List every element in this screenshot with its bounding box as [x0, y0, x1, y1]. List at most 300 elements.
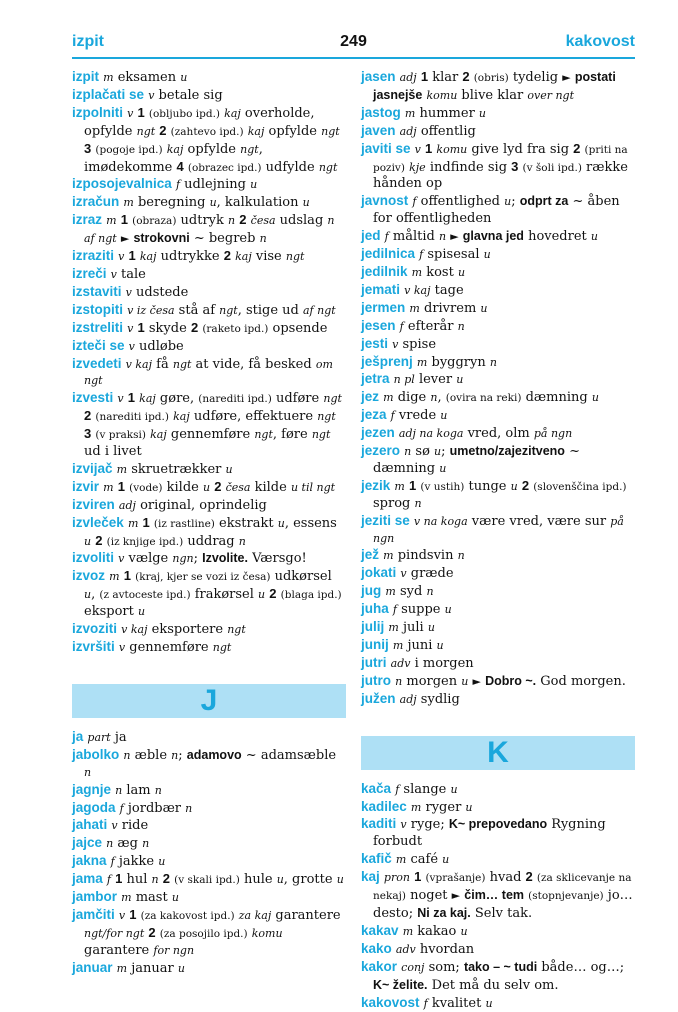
grammar-label: pron — [384, 871, 410, 884]
headword: jezik — [361, 478, 390, 493]
translation-text: dige — [394, 390, 431, 405]
translation-text: original, oprindelig — [136, 498, 267, 513]
grammar-label: ngt — [323, 392, 342, 405]
sense-number: 2 — [573, 141, 580, 156]
dictionary-entry — [72, 621, 346, 639]
dictionary-entry — [72, 835, 346, 853]
grammar-label: m — [117, 962, 127, 975]
translation-text: , essens — [285, 516, 337, 531]
sense-number: 2 — [214, 479, 221, 494]
headword: jabolko — [72, 747, 119, 762]
translation-text: tydelig — [509, 70, 563, 85]
headword: juha — [361, 601, 389, 616]
headword: jambor — [72, 889, 117, 904]
translation-text: sø — [411, 444, 434, 459]
translation-text: spise — [398, 337, 436, 352]
grammar-label: m — [123, 196, 133, 209]
headword: izposojevalnica — [72, 176, 172, 191]
headword: izpit — [72, 69, 99, 84]
grammar-label: v — [392, 338, 398, 351]
dictionary-entry — [361, 123, 635, 141]
dictionary-entry — [72, 550, 346, 568]
translation-text: slange — [399, 782, 450, 797]
translation-text: blive klar — [457, 88, 527, 103]
grammar-label: på ngn — [534, 427, 572, 440]
translation-text: Rygning forbudt — [373, 817, 606, 849]
grammar-label: u — [250, 178, 257, 191]
grammar-label: ngt — [319, 161, 338, 174]
dictionary-entry — [361, 371, 635, 389]
sense-number: 2 — [526, 869, 533, 884]
usage-note: (v šoli ipd.) — [523, 162, 582, 174]
translation-text: udkørsel — [270, 569, 331, 584]
headword: izraziti — [72, 248, 114, 263]
dictionary-entry — [361, 691, 635, 709]
grammar-label: n — [84, 766, 91, 779]
translation-text: græde — [407, 566, 454, 581]
grammar-label: u — [440, 409, 447, 422]
grammar-label: m — [385, 585, 395, 598]
dictionary-entry — [72, 639, 346, 657]
phrase: tako – ~ tudi — [464, 960, 537, 974]
grammar-label: u — [437, 639, 444, 652]
grammar-label: v kaj — [126, 358, 152, 371]
headword: jajce — [72, 835, 102, 850]
translation-text: kilde — [163, 480, 203, 495]
phrase: Ni za kaj. — [417, 906, 471, 920]
translation-text: kvalitet — [428, 996, 486, 1011]
grammar-label: v — [117, 392, 123, 405]
grammar-label: n — [439, 230, 446, 243]
headword: južen — [361, 691, 396, 706]
translation-text: være vred, være sur — [468, 514, 611, 529]
headword: jed — [361, 228, 381, 243]
grammar-label: n — [185, 802, 192, 815]
translation-text: Det må du selv om. — [428, 978, 559, 993]
dictionary-entry — [72, 284, 346, 302]
dictionary-entry — [361, 923, 635, 941]
grammar-label: m — [393, 639, 403, 652]
translation-text: , grotte — [284, 872, 337, 887]
headword: jemati — [361, 282, 400, 297]
grammar-label: for ngn — [153, 944, 194, 957]
headword: izstreliti — [72, 320, 123, 335]
sense-number: 1 — [409, 478, 416, 493]
usage-note: (raketo ipd.) — [202, 323, 268, 335]
translation-text: beregning — [134, 195, 210, 210]
dictionary-entry — [361, 318, 635, 336]
dictionary-entry — [72, 800, 346, 818]
translation-text: jordbær — [124, 801, 185, 816]
translation-text: klar — [428, 70, 462, 85]
phrase-arrow-icon: ► — [121, 232, 129, 245]
translation-text: , imødekomme — [84, 142, 263, 175]
grammar-label: n — [415, 497, 422, 510]
headword: jez — [361, 389, 379, 404]
usage-note: (vprašanje) — [425, 872, 485, 884]
grammar-label: ngt — [317, 410, 336, 423]
translation-text: kilde — [250, 480, 290, 495]
grammar-label: u — [84, 535, 91, 548]
headword: izvedeti — [72, 356, 122, 371]
grammar-label: m — [383, 391, 393, 404]
grammar-label: v kaj — [121, 623, 147, 636]
grammar-label: ngt — [312, 428, 331, 441]
translation-text: tunge — [464, 479, 510, 494]
dictionary-entry — [361, 816, 635, 851]
translation-text: noget — [406, 888, 452, 903]
translation-text: juli — [399, 620, 428, 635]
grammar-label: n — [152, 873, 159, 886]
headword: javiti se — [361, 141, 411, 156]
grammar-label: f — [176, 178, 180, 191]
page-header — [72, 30, 635, 56]
phrase: Dobro ~. — [485, 674, 536, 688]
usage-note: (v skali ipd.) — [174, 874, 240, 886]
translation-text: ryger — [421, 800, 465, 815]
translation-text: eksportere — [148, 622, 228, 637]
grammar-label: u — [485, 997, 492, 1010]
sense-number: 3 — [511, 159, 518, 174]
grammar-label: n pl — [394, 373, 415, 386]
grammar-label: u — [172, 891, 179, 904]
sense-number: 2 — [269, 586, 276, 601]
grammar-label: n — [123, 749, 130, 762]
grammar-label: u — [277, 873, 284, 886]
translation-text: række hånden op — [373, 160, 628, 192]
grammar-label: v — [127, 107, 133, 120]
dictionary-entry — [361, 443, 635, 478]
dictionary-entry — [72, 176, 346, 194]
dictionary-entry — [72, 194, 346, 212]
grammar-label: ngn — [172, 552, 193, 565]
dictionary-entry — [361, 300, 635, 318]
grammar-label: n — [142, 837, 149, 850]
grammar-label: u — [84, 588, 91, 601]
dictionary-entry — [361, 228, 635, 246]
translation-text: , stige ud — [238, 303, 303, 318]
headword: izračun — [72, 194, 119, 209]
dictionary-entry — [361, 799, 635, 817]
translation-text: måltid — [389, 229, 439, 244]
grammar-label: u — [484, 248, 491, 261]
translation-text: indfinde sig — [426, 160, 511, 175]
headword: izvoz — [72, 568, 105, 583]
sense-number: 2 — [224, 248, 231, 263]
grammar-label: u — [303, 196, 310, 209]
grammar-label: kaj — [224, 107, 241, 120]
grammar-label: n — [395, 675, 402, 688]
dictionary-entry — [361, 354, 635, 372]
dictionary-entry — [361, 941, 635, 959]
translation-text: frakørsel — [191, 587, 258, 602]
translation-text: januar — [127, 961, 178, 976]
grammar-label: over ngt — [527, 89, 574, 102]
grammar-label: v — [415, 143, 421, 156]
headword: javen — [361, 123, 396, 138]
translation-text: offentlig — [417, 124, 476, 139]
sense-number: 1 — [115, 871, 122, 886]
usage-note: (slovenščina ipd.) — [533, 481, 626, 493]
headword: izstopiti — [72, 302, 123, 317]
translation-text: ja — [111, 730, 127, 745]
headword: izvijač — [72, 461, 113, 476]
usage-note: (ovira na reki) — [446, 392, 522, 404]
headword: izplačati se — [72, 87, 144, 102]
dictionary-entry — [361, 781, 635, 799]
grammar-label: m — [417, 356, 427, 369]
dictionary-entry — [72, 356, 346, 391]
grammar-label: m — [117, 463, 127, 476]
translation-text: ~ begreb — [190, 231, 260, 246]
translation-text: garantere — [84, 943, 153, 958]
dictionary-entry — [361, 673, 635, 691]
dictionary-entry — [361, 547, 635, 565]
grammar-label: ngt — [321, 125, 340, 138]
translation-text: drivrem — [420, 301, 481, 316]
dictionary-entry — [72, 248, 346, 266]
phrase-arrow-icon: ► — [473, 675, 481, 688]
translation-text: ryge; — [407, 817, 449, 832]
grammar-label: kaj — [150, 428, 167, 441]
translation-text: vise — [252, 249, 286, 264]
grammar-label: n — [171, 749, 178, 762]
usage-note: (vode) — [129, 482, 162, 494]
grammar-label: česa — [226, 481, 251, 494]
phrase: strokovni — [133, 231, 189, 245]
usage-note: (iz knjige ipd.) — [107, 536, 184, 548]
usage-note: (narediti ipd.) — [95, 411, 169, 423]
dictionary-entry — [72, 497, 346, 515]
headword: jagnje — [72, 782, 111, 797]
dictionary-entry — [361, 336, 635, 354]
grammar-label: ngt — [286, 250, 305, 263]
translation-text: ; — [441, 444, 450, 459]
headword: jagoda — [72, 800, 116, 815]
grammar-label: v — [400, 567, 406, 580]
grammar-label: kaj — [173, 410, 190, 423]
usage-note: (obraza) — [132, 215, 176, 227]
headword: jutro — [361, 673, 391, 688]
headword: kafič — [361, 851, 392, 866]
translation-text: garantere — [271, 908, 340, 923]
dictionary-entry — [72, 907, 346, 960]
dictionary-entry — [72, 960, 346, 978]
grammar-label: m — [106, 214, 116, 227]
letter-section-banner: K — [361, 736, 635, 770]
grammar-label: n — [260, 232, 267, 245]
translation-text: suppe — [397, 602, 445, 617]
grammar-label: m — [412, 266, 422, 279]
grammar-label: f — [111, 855, 115, 868]
translation-text: æble — [131, 748, 172, 763]
translation-text: opsende — [268, 321, 327, 336]
dictionary-entry — [72, 889, 346, 907]
dictionary-entry — [361, 246, 635, 264]
sense-number: 1 — [124, 568, 131, 583]
headword: ješprenj — [361, 354, 413, 369]
usage-note: (iz rastline) — [154, 518, 215, 530]
usage-note: (kraj, kjer se vozi iz česa) — [135, 571, 270, 583]
usage-note: (obljubo ipd.) — [149, 108, 220, 120]
translation-text: i morgen — [410, 656, 473, 671]
headword: kakor — [361, 959, 397, 974]
translation-text: eksport — [84, 604, 138, 619]
grammar-label: f — [120, 802, 124, 815]
grammar-label: f — [400, 320, 404, 333]
grammar-label: kaj — [235, 250, 252, 263]
grammar-label: u — [451, 783, 458, 796]
sense-number: 1 — [138, 105, 145, 120]
headword: jesen — [361, 318, 396, 333]
dictionary-entry — [361, 105, 635, 123]
grammar-label: u til ngt — [291, 481, 335, 494]
headword: jež — [361, 547, 379, 562]
usage-note: (pogoje ipd.) — [95, 144, 162, 156]
headword: jasen — [361, 69, 396, 84]
translation-text: jo… desto; — [373, 888, 633, 921]
dictionary-entry — [361, 851, 635, 869]
sense-number: 2 — [148, 925, 155, 940]
usage-note: (zahtevo ipd.) — [171, 126, 244, 138]
translation-text: vred, olm — [463, 426, 533, 441]
dictionary-entry — [361, 282, 635, 300]
dictionary-entry — [72, 479, 346, 497]
grammar-label: u — [592, 391, 599, 404]
grammar-label: u — [178, 962, 185, 975]
headword: jesti — [361, 336, 388, 351]
headword: jug — [361, 583, 381, 598]
dictionary-entry — [72, 782, 346, 800]
dictionary-entry — [72, 568, 346, 621]
translation-text: ekstrakt — [215, 516, 278, 531]
translation-text: udføre — [272, 391, 324, 406]
translation-text: æg — [113, 836, 142, 851]
translation-text: tage — [431, 283, 464, 298]
usage-note: (stopnjevanje) — [528, 890, 604, 902]
grammar-label: v — [127, 322, 133, 335]
grammar-label: v — [119, 641, 125, 654]
grammar-label: u — [504, 195, 511, 208]
grammar-label: v — [118, 250, 124, 263]
usage-note: (obris) — [474, 72, 509, 84]
phrase: glavna jed — [463, 229, 524, 243]
translation-text: vrede — [395, 408, 441, 423]
translation-text: tale — [117, 267, 146, 282]
grammar-label: u — [456, 373, 463, 386]
translation-text: udstede — [132, 285, 188, 300]
sense-number: 2 — [239, 212, 246, 227]
dictionary-entry — [361, 655, 635, 673]
left-column — [72, 69, 346, 978]
grammar-label: m — [405, 107, 415, 120]
translation-text: hul — [122, 872, 151, 887]
translation-text: ; — [178, 748, 187, 763]
grammar-label: om ngt — [84, 358, 333, 388]
dictionary-entry — [72, 105, 346, 177]
headword: izstaviti — [72, 284, 122, 299]
sense-number: 2 — [191, 320, 198, 335]
dictionary-entry — [72, 87, 346, 105]
phrase: K~ želite. — [373, 978, 428, 992]
grammar-label: u — [591, 230, 598, 243]
grammar-label: v — [400, 818, 406, 831]
sense-number: 1 — [421, 69, 428, 84]
grammar-label: m — [396, 853, 406, 866]
translation-text: lam — [122, 783, 155, 798]
translation-text: skruetrækker — [127, 462, 225, 477]
translation-text: opfylde — [183, 142, 240, 157]
header-rule — [72, 57, 635, 59]
grammar-label: f — [395, 783, 399, 796]
grammar-label: u — [428, 621, 435, 634]
phrase: K~ prepovedano — [449, 817, 547, 831]
translation-text: kost — [422, 265, 458, 280]
translation-text: byggryn — [427, 355, 490, 370]
grammar-label: u — [445, 603, 452, 616]
grammar-label: adj na koga — [399, 427, 464, 440]
translation-text: skyde — [145, 321, 191, 336]
sense-number: 1 — [129, 907, 136, 922]
headword: ja — [72, 729, 83, 744]
grammar-label: adj — [400, 71, 417, 84]
grammar-label: u — [258, 588, 265, 601]
translation-text: , — [91, 587, 99, 602]
usage-note: (v ustih) — [420, 481, 464, 493]
phrase: Izvolite. — [202, 551, 248, 565]
headword: jama — [72, 871, 103, 886]
usage-note: (za posojilo ipd.) — [160, 928, 248, 940]
grammar-label: v — [111, 268, 117, 281]
headword: izvoliti — [72, 550, 114, 565]
headword: izpolniti — [72, 105, 123, 120]
usage-note: (v praksi) — [95, 429, 146, 441]
grammar-label: kaj — [167, 143, 184, 156]
grammar-label: ngt — [240, 143, 259, 156]
headword: jastog — [361, 105, 401, 120]
grammar-label: u — [278, 517, 285, 530]
headword: jezero — [361, 443, 400, 458]
headword: izvir — [72, 479, 99, 494]
grammar-label: u — [434, 445, 441, 458]
sense-number: 1 — [143, 515, 150, 530]
grammar-label: af ngt — [303, 304, 336, 317]
translation-text: stå af — [175, 303, 220, 318]
headword: kaj — [361, 869, 380, 884]
headword: jokati — [361, 565, 396, 580]
translation-text: jakke — [115, 854, 159, 869]
grammar-label: n — [228, 214, 235, 227]
headword: jeziti se — [361, 513, 410, 528]
grammar-label: ngt — [137, 125, 156, 138]
grammar-label: u — [203, 481, 210, 494]
dictionary-entry — [361, 389, 635, 407]
dictionary-entry — [361, 425, 635, 443]
grammar-label: n — [458, 320, 465, 333]
dictionary-entry — [72, 817, 346, 835]
grammar-label: adv — [391, 657, 411, 670]
dictionary-entry — [72, 461, 346, 479]
grammar-label: u — [210, 196, 217, 209]
grammar-label: n — [239, 535, 246, 548]
page-number: 249 — [72, 30, 635, 54]
grammar-label: n — [426, 585, 433, 598]
dictionary-entry — [361, 264, 635, 282]
headword: julij — [361, 619, 384, 634]
grammar-label: v — [126, 286, 132, 299]
dictionary-entry — [361, 407, 635, 425]
translation-text: mast — [132, 890, 172, 905]
